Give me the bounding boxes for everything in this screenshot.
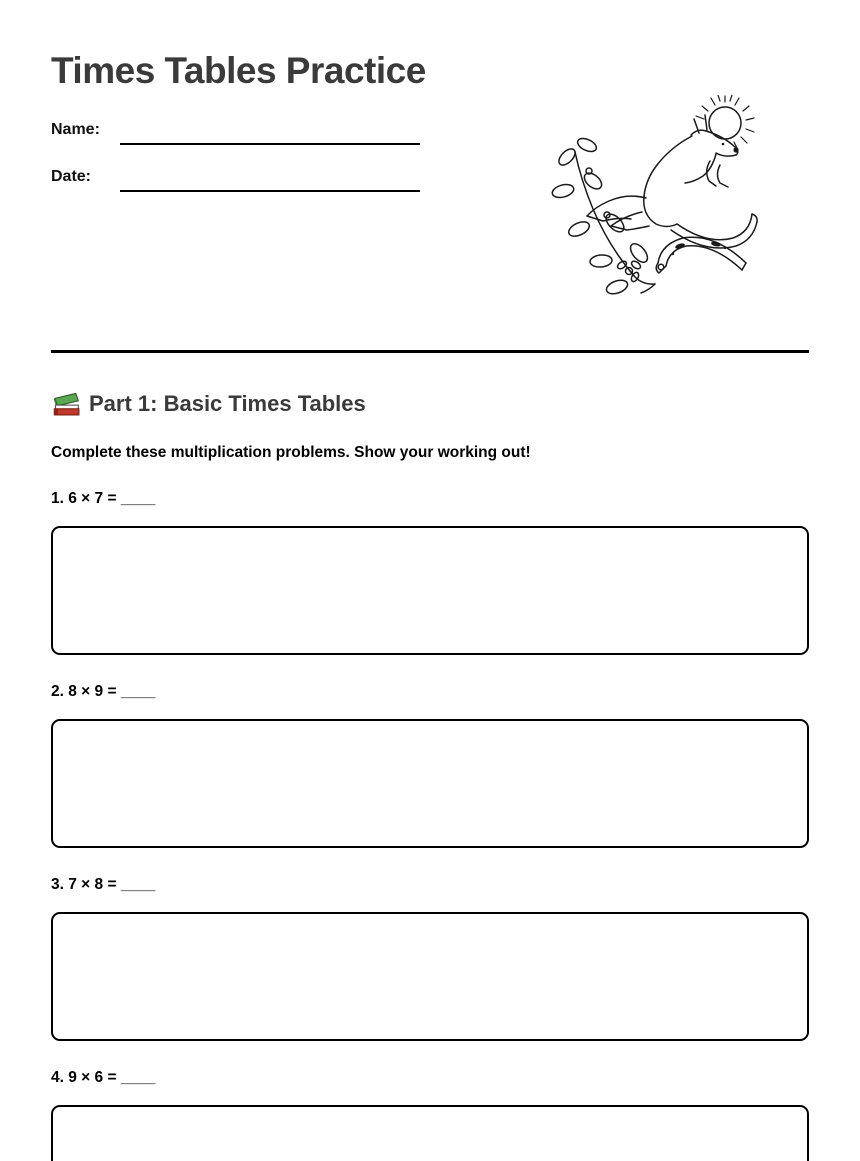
problem-4-answer-blank[interactable]: ____ (120, 1069, 156, 1086)
date-write-line[interactable] (120, 190, 420, 192)
problem-4-number: 4. (51, 1069, 64, 1086)
problem-1-answer-blank[interactable]: ____ (120, 490, 156, 507)
section-divider (51, 350, 809, 353)
name-write-line[interactable] (120, 143, 420, 145)
problem-4-expression: 9 × 6 = (68, 1069, 117, 1086)
problem-3-number: 3. (51, 876, 64, 893)
problem-4-working-box[interactable] (51, 1105, 809, 1161)
problem-1-number: 1. (51, 490, 64, 507)
problem-2 (51, 682, 809, 701)
problem-1-expression: 6 × 7 = (68, 490, 117, 507)
part1-heading (51, 389, 809, 419)
problem-2-expression: 8 × 9 = (68, 683, 117, 700)
worksheet-header (51, 0, 809, 350)
date-label: Date: (51, 168, 92, 185)
kangaroo-illustration (545, 95, 760, 295)
problem-3-answer-blank[interactable]: ____ (120, 876, 156, 893)
page-title: Times Tables Practice (51, 50, 426, 91)
problem-1 (51, 489, 809, 508)
problem-3-working-box[interactable] (51, 912, 809, 1041)
problem-3-expression: 7 × 8 = (68, 876, 117, 893)
problem-2-working-box[interactable] (51, 719, 809, 848)
problem-3 (51, 875, 809, 894)
part1-heading-text: Part 1: Basic Times Tables (89, 391, 366, 416)
sun-icon (696, 95, 754, 150)
flower-branch-icon (551, 136, 655, 295)
problem-4 (51, 1068, 809, 1087)
problem-2-answer-blank[interactable]: ____ (120, 683, 156, 700)
boomerang-icon (656, 237, 746, 273)
problem-2-number: 2. (51, 683, 64, 700)
problem-1-working-box[interactable] (51, 526, 809, 655)
name-label: Name: (51, 121, 100, 138)
part1-instruction: Complete these multiplication problems. Show your working out! (51, 444, 531, 461)
books-stack-icon (51, 391, 81, 418)
